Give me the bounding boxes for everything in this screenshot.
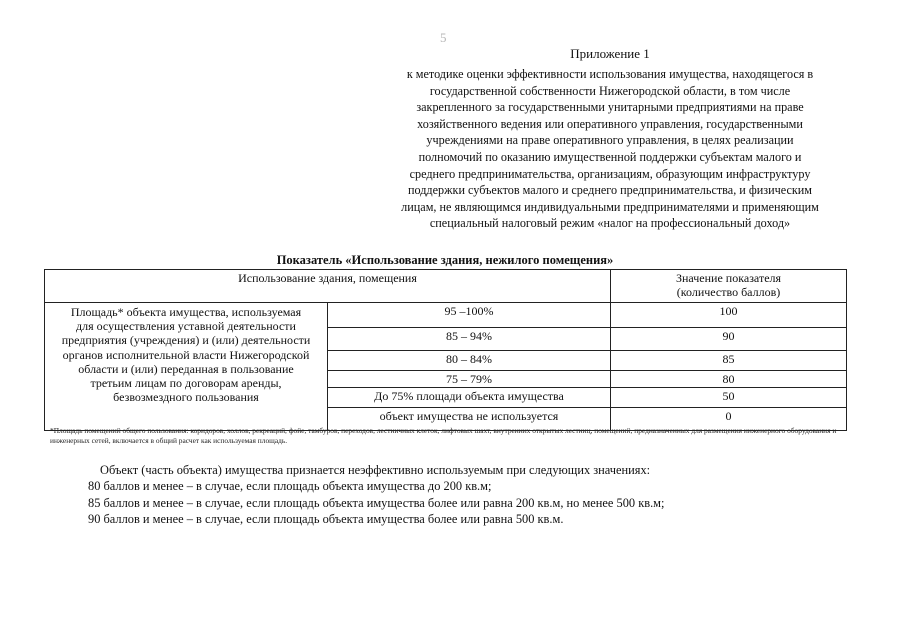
- score-cell: 0: [611, 408, 847, 431]
- criterion-line: органов исполнительной власти Нижегородской: [62, 347, 310, 362]
- criterion-line: предприятия (учреждения) и (или) деятельности: [61, 333, 311, 348]
- indicator-table: [44, 269, 847, 431]
- score-cell: 85: [611, 351, 847, 371]
- criterion-cell: [45, 303, 328, 431]
- criterion-line: Площадь* объекта имущества, используемая: [70, 305, 302, 319]
- appendix-line: поддержки субъектов малого и среднего предпринимательства, и физическим: [407, 183, 813, 198]
- condition-cell: До 75% площади объекта имущества: [328, 388, 611, 408]
- conclusion: [88, 462, 848, 528]
- conclusion-item: 90 баллов и менее – в случае, если площадь объекта имущества более или равна 500 кв.м.: [88, 512, 564, 527]
- criterion-line: третьим лицам по договорам аренды,: [90, 376, 282, 391]
- table-row: [45, 303, 847, 328]
- appendix-line: к методике оценки эффективности использования имущества, находящегося в: [406, 67, 814, 81]
- table-title: Показатель «Использование здания, нежилого помещения»: [276, 253, 614, 267]
- condition-cell: 95 –100%: [328, 303, 611, 328]
- conclusion-item: 80 баллов и менее – в случае, если площадь объекта имущества до 200 кв.м;: [88, 479, 492, 494]
- appendix-line: государственной собственности Нижегородской области, в том числе: [429, 83, 791, 98]
- score-cell: 50: [611, 388, 847, 408]
- conclusion-lead: Объект (часть объекта) имущества признается неэффективно используемым при следующих значениях:: [100, 463, 651, 477]
- condition-cell: 85 – 94%: [328, 328, 611, 351]
- condition-cell: объект имущества не используется: [328, 408, 611, 431]
- appendix-line: среднего предпринимательства, организациям, образующим инфраструктуру: [409, 166, 811, 181]
- page-number: 5: [440, 30, 447, 45]
- appendix-line: хозяйственного ведения или оперативного управления, государственными: [417, 116, 803, 131]
- header-value: [611, 270, 847, 303]
- footnote: *Площадь помещений общего пользования: коридоров, холлов, рекреаций, фойе, тамбуров, переходов, лестничных клеток, лифтовых шахт, внутренних открытых лестниц, помещений, предназначенных для размещения инженерного оборудования и инженерных сетей, включается в общий расчет как используемая площадь.: [50, 426, 837, 445]
- criterion-line: безвозмездного пользования: [113, 390, 259, 405]
- header-value-line: Значение показателя: [675, 271, 782, 285]
- appendix-title: Приложение 1: [570, 46, 650, 61]
- score-cell: 100: [611, 303, 847, 328]
- condition-cell: 75 – 79%: [328, 371, 611, 388]
- appendix-line: учреждениями на праве оперативного управления, в целях реализации: [426, 133, 794, 148]
- criterion-line: для осуществления уставной деятельности: [76, 319, 296, 334]
- header-usage: Использование здания, помещения: [45, 270, 611, 303]
- header-value-line: (количество баллов): [676, 285, 781, 299]
- appendix-line: полномочий по оказанию имущественной поддержки субъектам малого и: [418, 149, 802, 164]
- appendix-description: [380, 66, 840, 232]
- appendix-line: специальный налоговый режим «налог на профессиональный доход»: [429, 216, 791, 231]
- score-cell: 90: [611, 328, 847, 351]
- criterion-line: области и (или) переданная в пользование: [78, 361, 294, 376]
- condition-cell: 80 – 84%: [328, 351, 611, 371]
- table-header-row: [45, 270, 847, 303]
- score-cell: 80: [611, 371, 847, 388]
- appendix-line: закрепленного за государственными унитарными предприятиями на праве: [416, 100, 804, 115]
- appendix-line: лицам, не являющимся индивидуальными предпринимателями и применяющим: [401, 199, 819, 214]
- conclusion-item: 85 баллов и менее – в случае, если площадь объекта имущества более или равна 200 кв.м, но менее 500 кв.м;: [88, 495, 665, 510]
